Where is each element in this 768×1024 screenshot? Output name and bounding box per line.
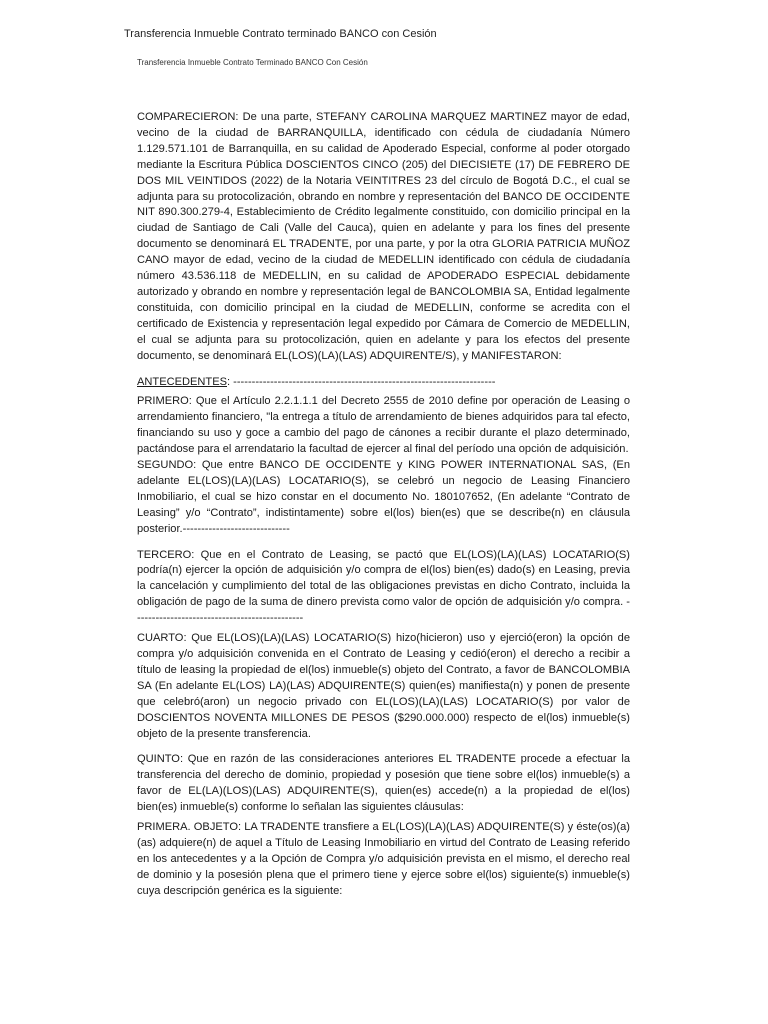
paragraph-antecedentes [137,375,630,391]
paragraph-segundo: SEGUNDO: Que entre BANCO DE OCCIDENTE y KING POWER INTERNATIONAL SAS, (En adelante EL(LOS)(LA)(LAS) LOCATARIO(S), se celebró un negocio de Leasing Financiero Inmobiliario, el cual se hizo constar en el documento No. 180107652, (En adelante “Contrato de Leasing” y/o “Contrato”, indistintamente) sobre el(los) bien(es) que se describe(n) en cláusula posterior.----------------------------- [137,459,630,535]
document-header-title: Transferencia Inmueble Contrato terminado BANCO con Cesión [124,28,437,40]
paragraph-tercero: TERCERO: Que en el Contrato de Leasing, se pactó que EL(LOS)(LA)(LAS) LOCATARIO(S) podría(n) ejercer la opción de adquisición y/o compra de el(los) bien(es) dado(s) en Leasing, previa la cancelación y cumplimiento del total de las obligaciones previstas en dicho Contrato, incluida la obligación de pago de la suma de dinero prevista como valor de opción de adquisición y/o compra. ---------------------------------------------- [137,548,630,625]
document-body [137,110,630,900]
antecedentes-rule: : ----------------------------------------------------------------------- [227,375,496,388]
paragraph-primera-objeto: PRIMERA. OBJETO: LA TRADENTE transfiere a EL(LOS)(LA)(LAS) ADQUIRENTE(S) y éste(os)(a)(as) adquiere(n) de aquel a Título de Leasing Inmobiliario en virtud del Contrato de Leasing referido en los antecedentes y a la Opción de Compra y/o adquisición prevista en el mismo, el derecho real de dominio y la posesión plena que el primero tiene y ejerce sobre el(los) siguiente(s) inmueble(s) cuya descripción genérica es la siguiente: [137,821,630,897]
antecedentes-heading: ANTECEDENTES [137,375,227,388]
paragraph-cuarto: CUARTO: Que EL(LOS)(LA)(LAS) LOCATARIO(S) hizo(hicieron) uso y ejerció(eron) la opción de compra y/o adquisición convenida en el Contrato de Leasing y cedió(eron) el derecho a recibir a título de leasing la propiedad de el(los) inmueble(s) objeto del Contrato, a favor de BANCOLOMBIA SA (En adelante EL(LOS) LA)(LAS) ADQUIRENTE(S) quien(es) manifiesta(n) y ponen de presente que celebró(aron) un negocio privado con EL(LOS)(LA)(LAS) LOCATARIO(S) por valor de DOSCIENTOS NOVENTA MILLONES DE PESOS ($290.000.000) respecto de el(los) inmueble(s) objeto de la presente transferencia. [137,632,630,740]
paragraph-quinto: QUINTO: Que en razón de las consideraciones anteriores EL TRADENTE procede a efectuar la transferencia del derecho de dominio, propiedad y posesión que tiene sobre el(los) inmueble(s) a favor de EL(LA)(LOS)(LAS) ADQUIRENTE(S), quien(es) accede(n) a la propiedad de el(los) bien(es) inmueble(s) conforme lo señalan las siguientes cláusulas: [137,753,630,814]
document-header-subtitle: Transferencia Inmueble Contrato Terminado BANCO Con Cesión [137,58,368,67]
paragraph-primero: PRIMERO: Que el Artículo 2.2.1.1.1 del Decreto 2555 de 2010 define por operación de Leasing o arrendamiento financiero, "la entrega a título de arrendamiento de bienes adquiridos para tal efecto, financiando su uso y goce a cambio del pago de cánones a recibir durante el plazo determinado, pactándose para el arrendatario la facultad de ejercer al final del período una opción de adquisición. [137,395,630,456]
paragraph-comparecieron: COMPARECIERON: De una parte, STEFANY CAROLINA MARQUEZ MARTINEZ mayor de edad, vecino de la ciudad de BARRANQUILLA, identificado con cédula de ciudadanía Número 1.129.571.101 de Barranquilla, en su calidad de Apoderado Especial, conforme al poder otorgado mediante la Escritura Pública DOSCIENTOS CINCO (205) del DIECISIETE (17) DE FEBRERO DE DOS MIL VEINTIDOS (2022) de la Notaria VEINTITRES 23 del círculo de Bogotá D.C., el cual se adjunta para su protocolización, obrando en nombre y representación del BANCO DE OCCIDENTE NIT 890.300.279-4, Establecimiento de Crédito legalmente constituido, con domicilio principal en la ciudad de Santiago de Cali (Valle del Cauca), quien en adelante y para los fines del presente documento se denominará EL TRADENTE, por una parte, y por la otra GLORIA PATRICIA MUÑOZ CANO mayor de edad, vecino de la ciudad de MEDELLIN identificado con cédula de ciudadanía número 43.536.118 de MEDELLIN, en su calidad de APODERADO ESPECIAL debidamente autorizado y obrando en nombre y representación legal de BANCOLOMBIA SA, Entidad legalmente constituida, con domicilio principal en la ciudad de MEDELLIN, conforme se acredita con el certificado de Existencia y representación legal expedido por Cámara de Comercio de MEDELLIN, el cual se adjunta para su protocolización, quien en adelante y para los efectos del presente documento, se denominará EL(LOS)(LA)(LAS) ADQUIRENTE/S), y MANIFESTARON: [137,111,630,362]
